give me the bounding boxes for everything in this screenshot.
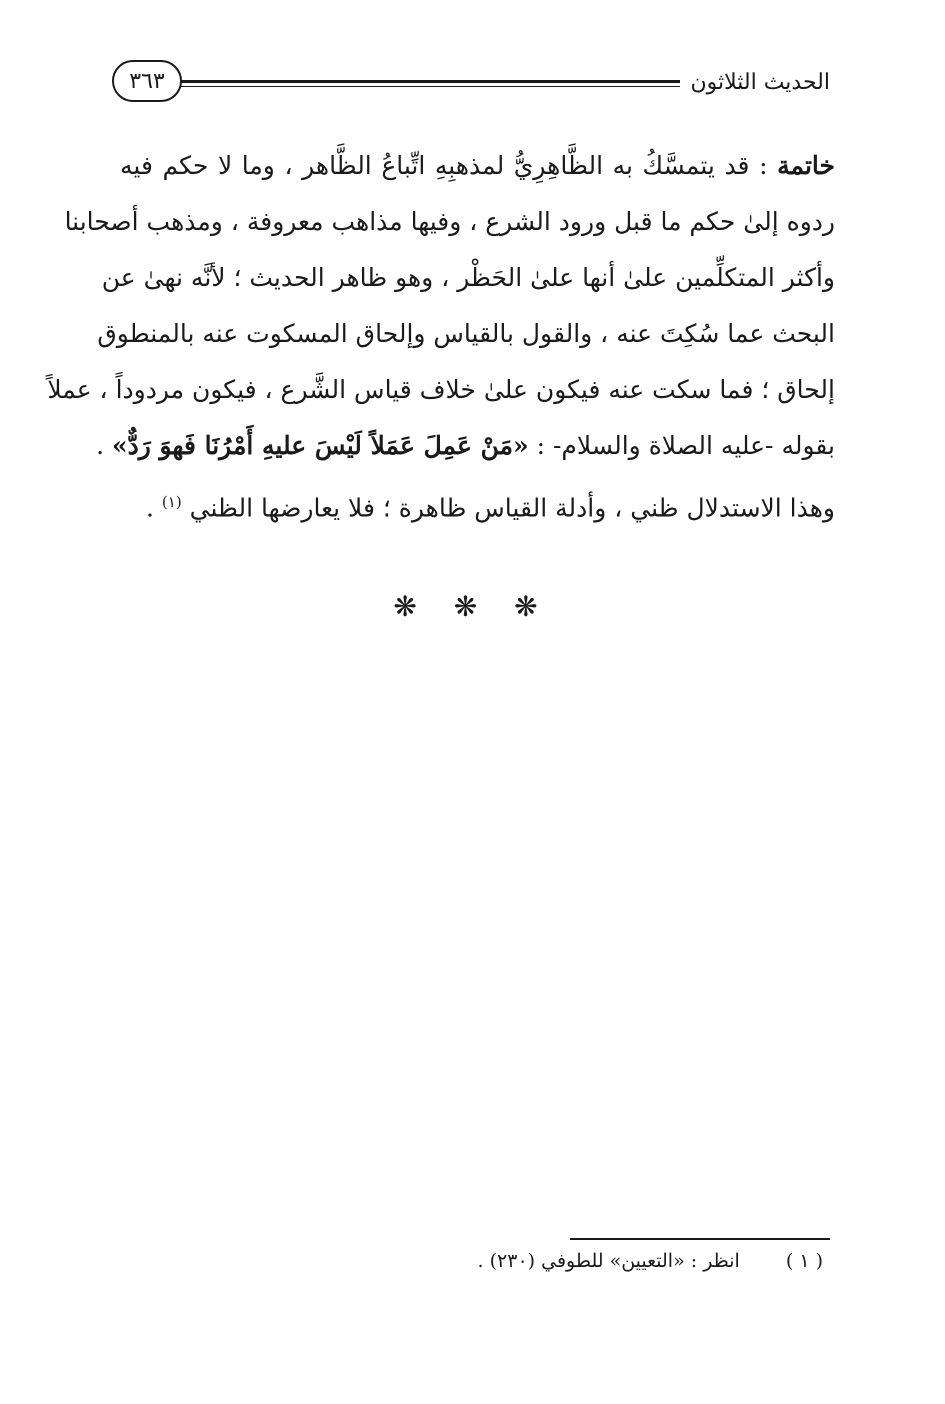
- body-line-7-end: .: [145, 493, 154, 523]
- body-line-1: [120, 138, 835, 194]
- footnote-marker: (١): [161, 493, 182, 511]
- page-number-text: ٣٦٣: [129, 68, 165, 94]
- body-line-2: ردوه إلىٰ حكم ما قبل ورود الشرع ، وفيها مذاهب معروفة ، ومذهب أصحابنا: [64, 207, 835, 236]
- body-paragraph: [47, 138, 835, 530]
- header-rule-thick: [180, 80, 680, 83]
- page-number: [112, 60, 182, 102]
- footnote: [103, 1250, 823, 1272]
- body-line-1-text: : قد يتمسَّكُ به الظَّاهِرِيُّ لمذهبِهِ اتِّباعُ الظَّاهر ، وما لا حكم فيه: [120, 151, 768, 180]
- section-separator: ❋ ❋ ❋: [393, 590, 552, 623]
- body-line-6-end: .: [96, 431, 105, 460]
- section-lead-word: خاتمة: [777, 151, 835, 180]
- running-header-title: الحديث الثلاثون: [690, 70, 830, 95]
- body-line-4: البحث عما سُكِتَ عنه ، والقول بالقياس وإلحاق المسكوت عنه بالمنطوق: [97, 319, 835, 348]
- header-rule-thin: [180, 86, 680, 87]
- body-line-6-start: بقوله -عليه الصلاة والسلام- :: [536, 431, 835, 460]
- body-line-7: [120, 474, 835, 530]
- body-line-6: [96, 418, 835, 474]
- footnote-text: انظر : «التعيين» للطوفي (٢٣٠) .: [477, 1250, 740, 1272]
- body-line-7-text: وهذا الاستدلال ظني ، وأدلة القياس ظاهرة ؛ فلا يعارضها الظني: [189, 493, 835, 523]
- body-line-3: وأكثر المتكلِّمين علىٰ أنها علىٰ الحَظْر ، وهو ظاهر الحديث ؛ لأنَّه نهىٰ عن: [101, 263, 835, 292]
- footnote-rule: [570, 1238, 830, 1240]
- hadith-quote: «مَنْ عَمِلَ عَمَلاً لَيْسَ عليهِ أَمْرُنَا فَهوَ رَدٌّ»: [111, 431, 529, 460]
- footnote-number: ( ١ ): [785, 1250, 823, 1272]
- body-line-5: إلحاق ؛ فما سكت عنه فيكون علىٰ خلاف قياس الشَّرع ، فيكون مردوداً ، عملاً: [47, 375, 835, 404]
